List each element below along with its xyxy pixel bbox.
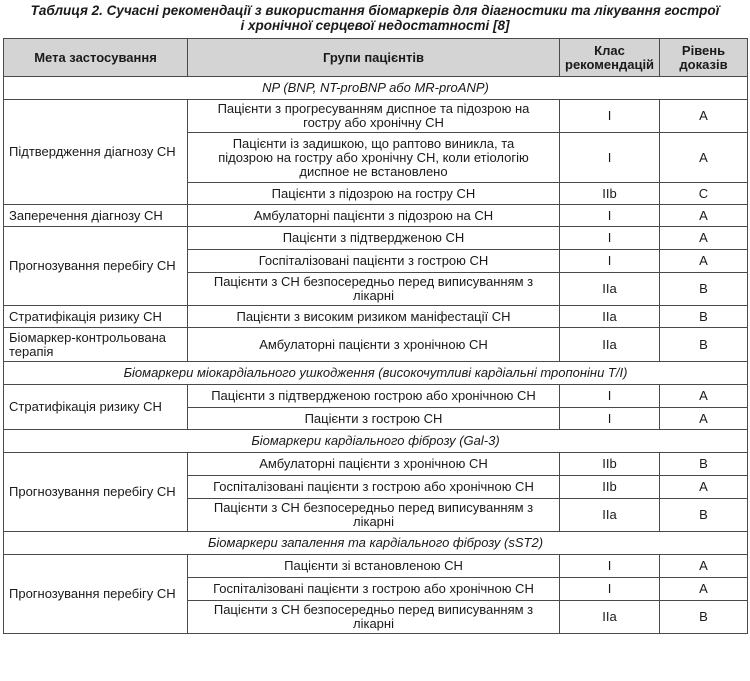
evidence-level-cell: B [660, 499, 748, 532]
recommendation-class-cell: I [560, 100, 660, 133]
header-goal: Мета застосування [4, 39, 188, 77]
table-row [4, 453, 748, 476]
recommendation-class-cell: IIa [560, 306, 660, 328]
patient-group-cell: Пацієнти з підтвердженою гострою або хронічною СН [188, 385, 560, 408]
recommendation-class-cell: I [560, 408, 660, 430]
table-row [4, 328, 748, 362]
patient-group-cell: Амбулаторні пацієнти з хронічною СН [188, 453, 560, 476]
recommendation-class-cell: I [560, 555, 660, 578]
patient-group-cell: Амбулаторні пацієнти з хронічною СН [188, 328, 560, 362]
evidence-level-cell: B [660, 601, 748, 634]
recommendation-class-cell: IIa [560, 499, 660, 532]
section-title: Біомаркери кардіального фіброзу (Gal-3) [4, 430, 748, 453]
patient-group-cell: Пацієнти з підтвердженою СН [188, 227, 560, 250]
goal-cell: Прогнозування перебігу СН [4, 227, 188, 306]
table-row [4, 555, 748, 578]
patient-group-cell: Пацієнти зі встановленою СН [188, 555, 560, 578]
section-row [4, 532, 748, 555]
patient-group-cell: Пацієнти з СН безпосередньо перед виписуванням з лікарні [188, 601, 560, 634]
goal-cell: Прогнозування перебігу СН [4, 453, 188, 532]
recommendation-class-cell: IIa [560, 273, 660, 306]
patient-group-cell: Пацієнти з прогресуванням диспное та підозрою на гостру або хронічну СН [188, 100, 560, 133]
patient-group-cell: Госпіталізовані пацієнти з гострою або хронічною СН [188, 578, 560, 601]
table-body [4, 77, 748, 634]
evidence-level-cell: A [660, 408, 748, 430]
goal-cell: Прогнозування перебігу СН [4, 555, 188, 634]
patient-group-cell: Пацієнти з СН безпосередньо перед виписуванням з лікарні [188, 499, 560, 532]
patient-group-cell: Пацієнти з високим ризиком маніфестації СН [188, 306, 560, 328]
evidence-level-cell: B [660, 328, 748, 362]
goal-cell: Стратифікація ризику СН [4, 306, 188, 328]
table-row [4, 205, 748, 227]
patient-group-cell: Пацієнти з гострою СН [188, 408, 560, 430]
recommendation-class-cell: I [560, 250, 660, 273]
header-row [4, 39, 748, 77]
section-title: Біомаркери запалення та кардіального фіброзу (sST2) [4, 532, 748, 555]
recommendation-class-cell: I [560, 385, 660, 408]
patient-group-cell: Амбулаторні пацієнти з підозрою на СН [188, 205, 560, 227]
evidence-level-cell: B [660, 306, 748, 328]
section-row [4, 362, 748, 385]
evidence-level-cell: A [660, 205, 748, 227]
recommendation-class-cell: IIb [560, 476, 660, 499]
evidence-level-cell: B [660, 273, 748, 306]
recommendation-class-cell: IIa [560, 601, 660, 634]
recommendation-class-cell: IIb [560, 453, 660, 476]
section-title: Біомаркери міокардіального ушкодження (високочутливі кардіальні тропоніни T/I) [4, 362, 748, 385]
evidence-level-cell: A [660, 385, 748, 408]
table-row [4, 100, 748, 133]
header-level: Рівень доказів [660, 39, 748, 77]
caption-line-2: і хронічної серцевої недостатності [8] [240, 18, 510, 33]
patient-group-cell: Пацієнти з підозрою на гостру СН [188, 183, 560, 205]
goal-cell: Підтвердження діагнозу СН [4, 100, 188, 205]
section-row [4, 77, 748, 100]
recommendation-class-cell: I [560, 578, 660, 601]
patient-group-cell: Пацієнти з СН безпосередньо перед виписуванням з лікарні [188, 273, 560, 306]
evidence-level-cell: A [660, 250, 748, 273]
table-row [4, 227, 748, 250]
section-title: NP (BNP, NT-proBNP або MR-proANP) [4, 77, 748, 100]
section-row [4, 430, 748, 453]
evidence-level-cell: B [660, 453, 748, 476]
goal-cell: Стратифікація ризику СН [4, 385, 188, 430]
table-row [4, 306, 748, 328]
table-caption [0, 0, 750, 33]
header-class: Клас рекомендацій [560, 39, 660, 77]
header-groups: Групи пацієнтів [188, 39, 560, 77]
evidence-level-cell: A [660, 100, 748, 133]
evidence-level-cell: A [660, 555, 748, 578]
evidence-level-cell: A [660, 133, 748, 183]
evidence-level-cell: A [660, 578, 748, 601]
recommendation-class-cell: I [560, 227, 660, 250]
recommendations-table [3, 38, 748, 634]
evidence-level-cell: A [660, 227, 748, 250]
caption-line-1: Таблиця 2. Сучасні рекомендації з використання біомаркерів для діагностики та лікування гострої [30, 3, 720, 18]
patient-group-cell: Пацієнти із задишкою, що раптово виникла, та підозрою на гостру або хронічну СН, коли етіологію диспное не встановлено [188, 133, 560, 183]
recommendation-class-cell: IIb [560, 183, 660, 205]
patient-group-cell: Госпіталізовані пацієнти з гострою або хронічною СН [188, 476, 560, 499]
goal-cell: Заперечення діагнозу СН [4, 205, 188, 227]
table-row [4, 385, 748, 408]
patient-group-cell: Госпіталізовані пацієнти з гострою СН [188, 250, 560, 273]
goal-cell: Біомаркер-контрольована терапія [4, 328, 188, 362]
evidence-level-cell: C [660, 183, 748, 205]
recommendation-class-cell: I [560, 205, 660, 227]
recommendation-class-cell: I [560, 133, 660, 183]
recommendation-class-cell: IIa [560, 328, 660, 362]
evidence-level-cell: A [660, 476, 748, 499]
